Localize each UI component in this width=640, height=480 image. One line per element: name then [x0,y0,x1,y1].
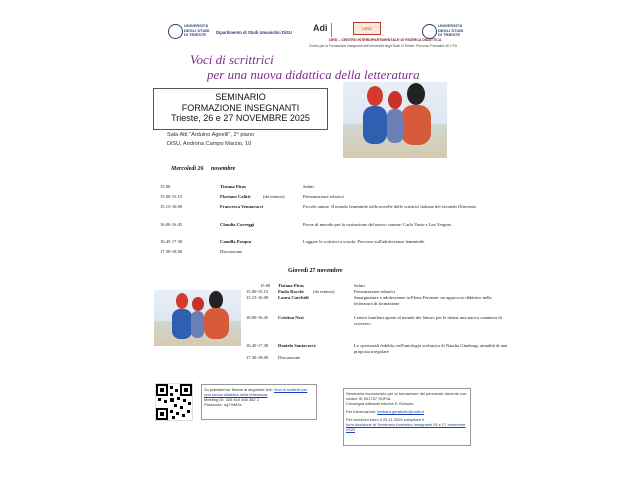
figure-head [192,297,204,311]
teams-passcode: Passcode: ng73rM3s [204,402,242,407]
row-text: Piccole anime. Il mondo femminile nelle novelle delle scrittrici italiane del secondo Ottocento [303,204,477,209]
university-name-left: UNIVERSITÀ DEGLI STUDI DI TRIESTE [184,23,210,37]
figure-body [191,311,204,338]
qr-code-icon [156,384,192,420]
painting-image-top [343,82,447,158]
row-text: Saluti [303,184,314,189]
row-name: Daniela Santacroce [278,343,316,348]
row-name: Camilla Pasqua [220,239,252,244]
teams-box [201,384,317,420]
row-name: Floriano Calitti [220,194,251,199]
seminar-box [153,88,328,130]
row-time: 15.15-16.00 [160,204,183,209]
row-note: (da remoto) [263,194,285,199]
painting-image-bottom [154,290,241,346]
row-name: Francesca Vennarucci [220,204,264,209]
adi-divider [331,23,332,37]
title-line-1: Voci di scrittrici [190,52,274,67]
row-time: 15.00-15.15 [160,194,183,199]
row-time: 15.15-16.00 [246,295,269,300]
row-time: 16.00-16.45 [160,222,183,227]
row-text: Presentazione relatrici [303,194,344,199]
row-text: Saluti [354,283,365,288]
row-time: 16.00-16.45 [246,315,269,320]
row-name: Paola Rocchi [278,289,304,294]
cird-line: CIRD – CENTRO INTERDIPARTIMENTALE DI RICERCA DIDATTICA [328,38,442,42]
info-label: Per informazioni: [346,409,377,414]
row-name: Cristina Nesi [278,315,304,320]
row-text: Smarginature e adolescenze in Elena Ferrante: un approccio didattico nella letteratura di formazione [354,295,492,306]
row-time: 15.00 [260,283,271,288]
adi-logo: Adi [313,23,328,33]
row-name: Tiziana Piras [220,184,247,189]
title-line-2: per una nuova didattica della letteratura [207,67,420,82]
figure-head [176,293,188,309]
qr-code[interactable] [155,383,193,421]
painting-figures-svg [154,290,241,346]
row-text: Discussione [220,249,243,254]
university-name-right: UNIVERSITÀ DEGLI STUDI DI TRIESTE [438,23,464,37]
registration-form-link[interactable]: form iscrizione al Seminario formativo insegnanti 26 e 27 novembre 2025 [346,422,466,432]
figure-head [407,83,425,105]
info-box [343,388,471,446]
venue-line-1: Sala Atti "Arduino Agnelli", 2° piano [167,132,255,138]
centro-line: Centro per la Formazione Insegnanti dell'Università degli Studi di Trieste. Percorso Formativo 60 CFU [308,44,458,48]
row-name: Laura Carchidi [278,295,309,300]
row-text: Discussione [278,355,301,360]
seminar-subtitle: FORMAZIONE INSEGNANTI [181,102,300,113]
crest-icon [422,24,437,39]
row-text: Presentazione relatrici [354,289,395,294]
figure-body [401,105,431,145]
row-time: 15.00 [160,184,171,189]
figure-head [209,291,223,309]
painting-figures-svg [343,82,447,158]
figure-head [388,91,402,109]
row-time: 16.45-17.30 [246,343,269,348]
row-name: Claudia Correggi [220,222,255,227]
day2-heading: Giovedì 27 novembre [288,268,343,274]
figure-head [367,86,383,106]
day1-heading: Mercoledì 26 novembre [171,166,236,172]
info-registration: Per iscrizioni entro il 25.11.2025 compilare il [346,417,424,422]
row-time: 17.30-18.00 [246,355,269,360]
teams-meeting-id: Meeting ID: 326 619 456 382 2 [204,397,259,402]
figure-body [363,106,387,144]
row-name: Tiziana Piras [278,283,305,288]
department-name: Dipartimento di Studi Umanistici DiSU [216,30,292,35]
university-logo-left [168,22,214,40]
row-time: 17.30-18.00 [160,249,183,254]
row-text: Le «personali fedeltà» nell'antologia scolastica di Natalia Ginzburg: attualità di una proposta irregolare [354,343,508,354]
figure-body [204,308,229,339]
row-note: (da remoto) [313,289,335,294]
crest-icon [168,24,183,39]
figure-body [387,109,403,143]
row-time: 15.00-15.15 [246,289,269,294]
row-text: Lettere familiari aperte al mondo dei lettori: per le donne una nuova «maniera di scrivere» [354,315,502,326]
info-recognition: Seminario riconosciuto per la formazione del personale docente con codice ID 501757 SOFIA. [346,391,467,401]
row-text: Leggere le scrittrici a scuola. Percorso sull'adolescenza femminile. [303,239,426,244]
seminar-dates: Trieste, 26 e 27 NOVEMBRE 2025 [171,113,310,123]
teams-intro: Su piattaforma Teams al seguente link: [204,387,273,392]
cird-badge: CIRD [353,22,381,35]
row-time: 16.45-17.30 [160,239,183,244]
info-email-link[interactable]: barbara.garabello@units.it [377,409,425,414]
venue-line-2: DiSU, Androna Campo Marzio, 10 [167,141,252,147]
seminar-label: SEMINARIO [215,92,266,102]
row-text: Prove di metodo per la costruzione del nuovo canone: Carla Vasio e Lea Vergine. [303,222,452,227]
info-attestati: Consegna Attestati ed/o/se E-Schools. [346,401,415,406]
figure-body [172,309,192,339]
teams-meeting-link[interactable]: Voci di scrittrici per una nuova didattica della letteratura [204,387,308,397]
